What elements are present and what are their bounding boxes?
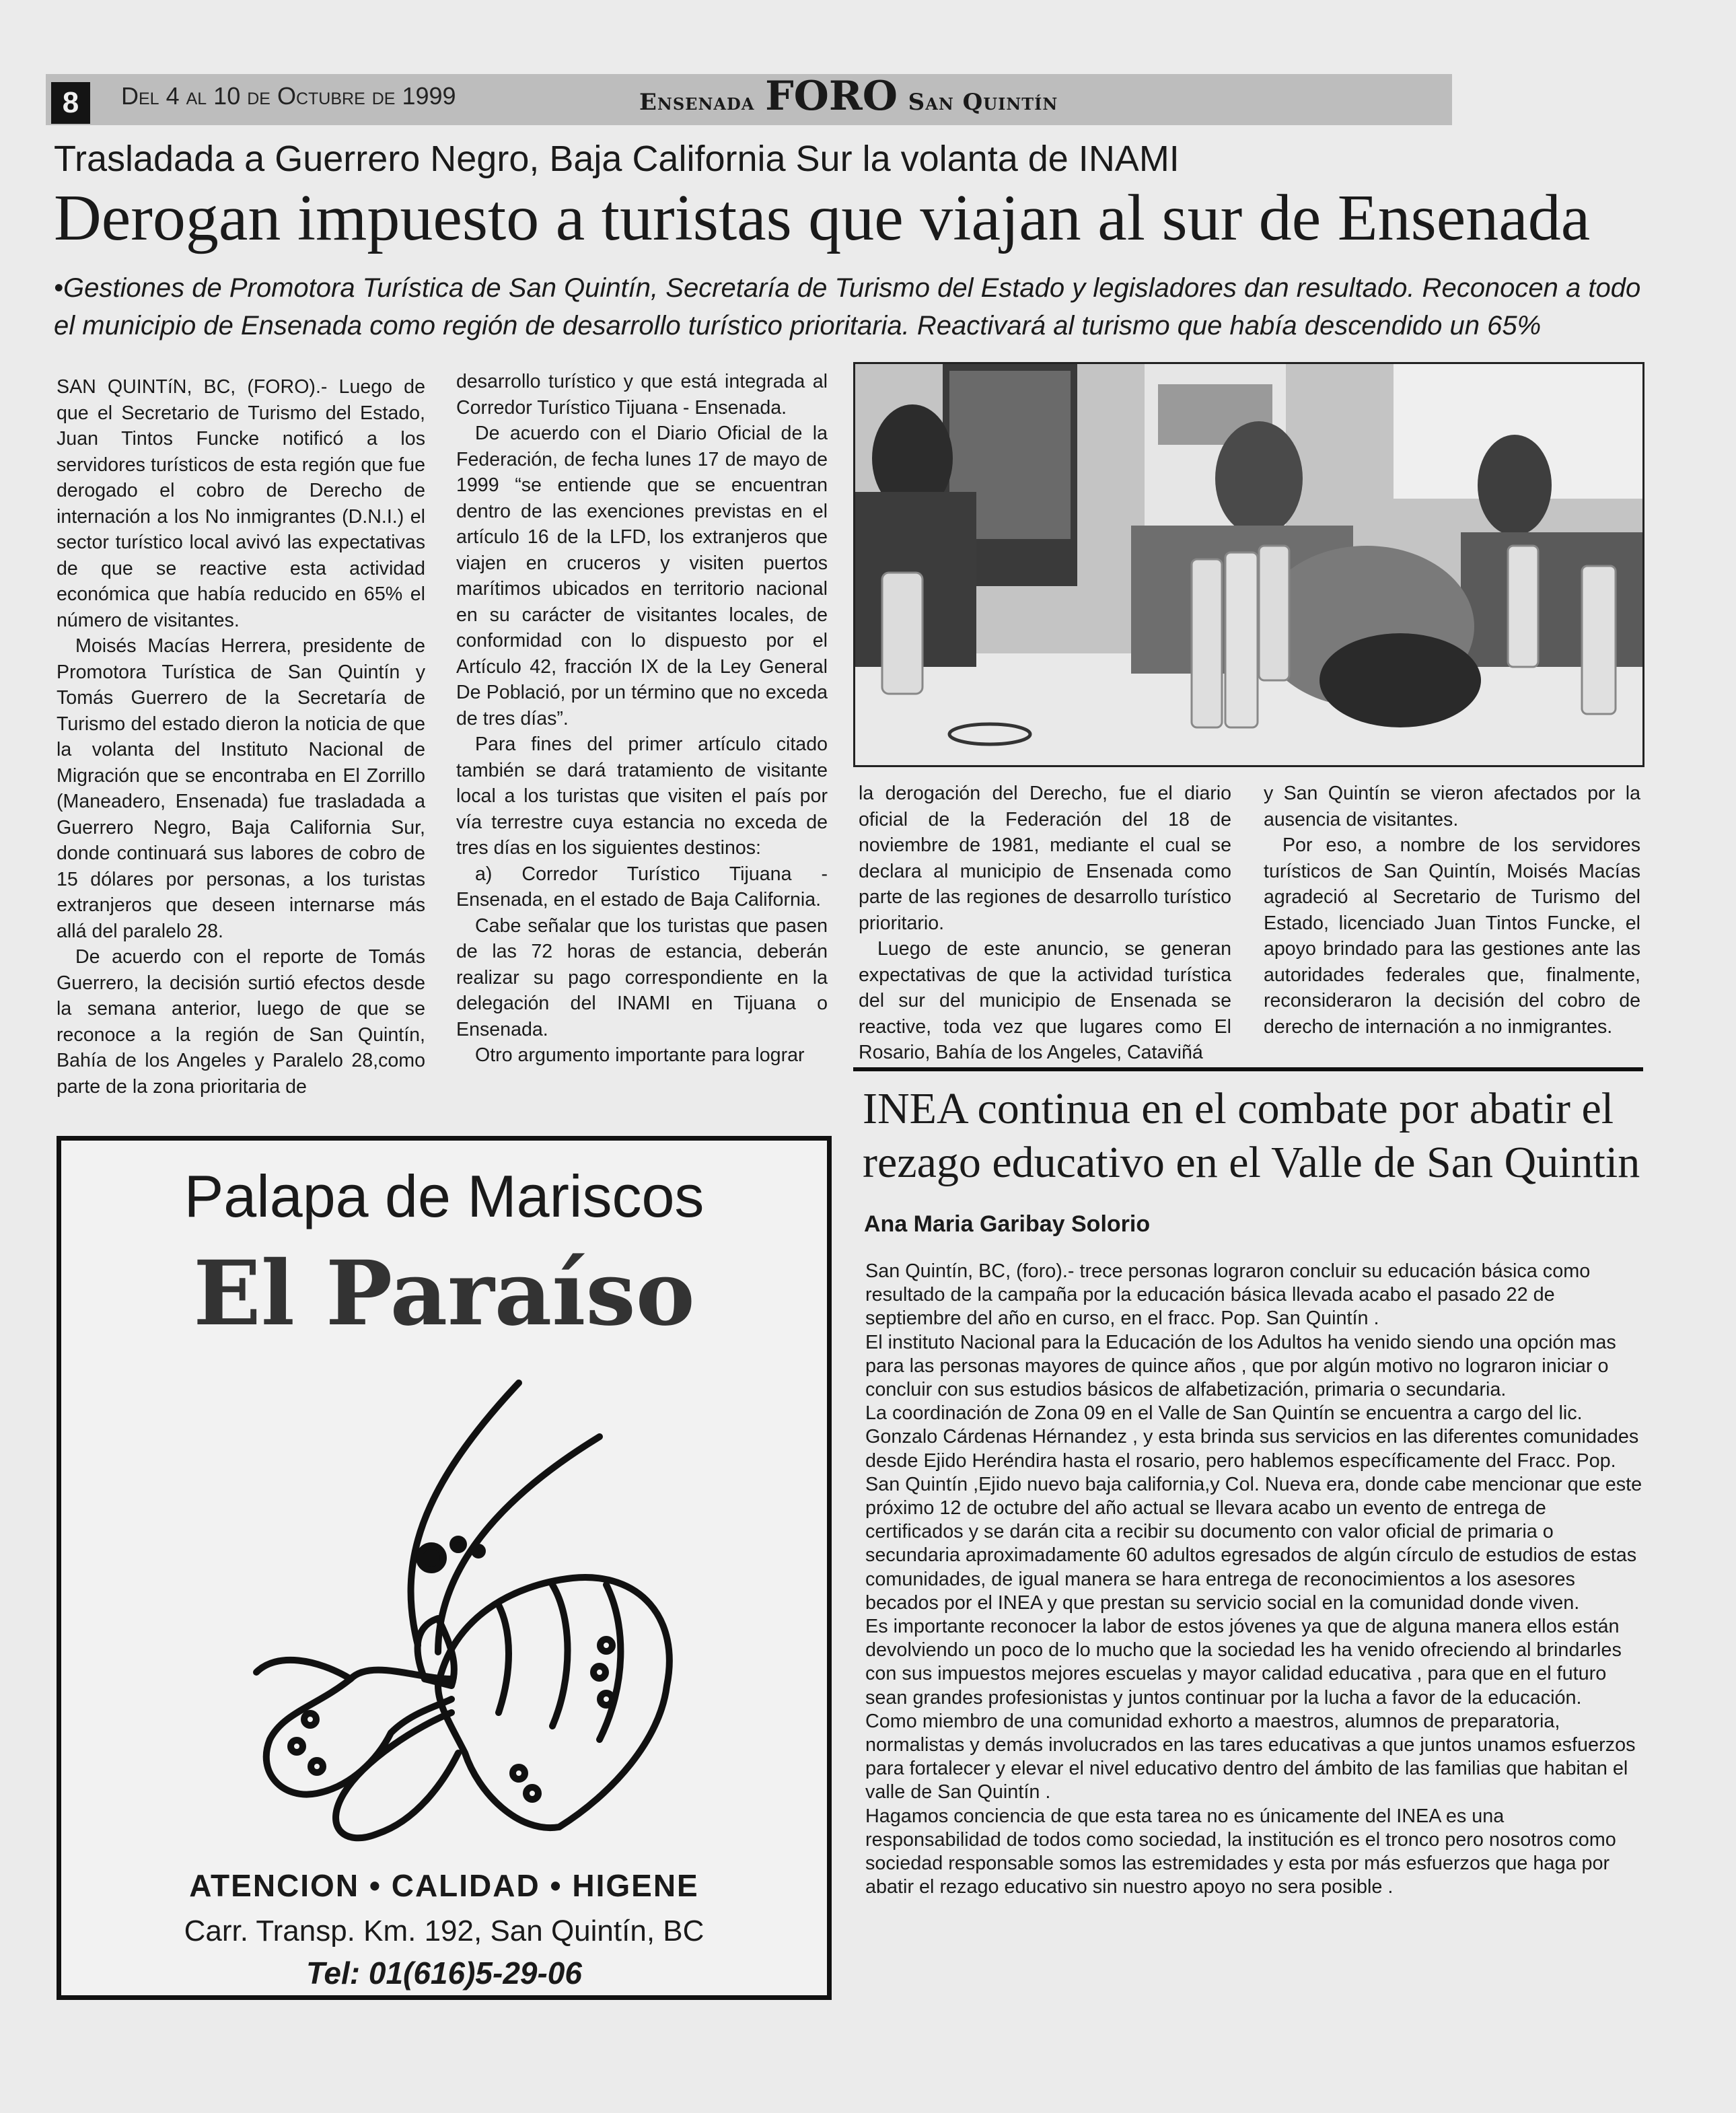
ad-restaurant-name: El Paraíso bbox=[193, 1242, 695, 1346]
inea-headline: INEA continua en el combate por abatir el rezago educativo en el Valle de San Quintin bbox=[863, 1084, 1640, 1187]
issue-date: Del 4 al 10 de Octubre de 1999 bbox=[121, 82, 456, 110]
meeting-photo bbox=[853, 362, 1644, 767]
lead-kicker: Trasladada a Guerrero Negro, Baja California Sur la volanta de INAMI bbox=[54, 139, 1180, 179]
lobster-illustration bbox=[196, 1363, 694, 1847]
paragraph: la derogación del Derecho, fue el diario oficial de la Federación del 18 de noviembre de 1981, mediante el cual se declara al municipio de Ensenada como parte de las regiones de desarrollo turístico prioritario. bbox=[859, 783, 1231, 934]
masthead-right: San Quintín bbox=[908, 89, 1058, 116]
lead-column-1 bbox=[57, 374, 425, 1100]
paragraph: y San Quintín se vieron afectados por la ausencia de visitantes. bbox=[1264, 783, 1640, 830]
masthead-left: Ensenada bbox=[639, 89, 755, 116]
paragraph: La coordinación de Zona 09 en el Valle de San Quintín se encuentra a cargo del lic. Gonzalo Cárdenas Hérnandez , y esta brinda sus servicios en las diferentes comunidades desde Ejido Heréndira hasta el rosario, pero hablemos específicamente del Fracc. Pop. San Quintín ,Ejido nuevo baja california,y Col. Nueva era, donde cabe mencionar que este próximo 12 de octubre del año actual se llevara acabo un evento de entrega de certificados y se darán cita a recibir su documento con valor oficial de primaria o secundaria aproximadamente 60 adultos egresados de algún círculo de estudios de estas comunidades, de igual manera se hara entrega de reconocimientos a los asesores becados por el INEA y que prestan su servicio social en la comunidad donde viven. bbox=[865, 1402, 1642, 1614]
paragraph: Cabe señalar que los turistas que pasen de las 72 horas de estancia, deberán realizar su pago correspondiente en la delegación del INAMI en Tijuana o Ensenada. bbox=[456, 915, 828, 1040]
page-number: 8 bbox=[51, 82, 90, 124]
lead-headline: Derogan impuesto a turistas que viajan al sur de Ensenada bbox=[54, 182, 1591, 254]
lead-column-3 bbox=[859, 781, 1231, 1066]
paragraph: Otro argumento importante para lograr bbox=[475, 1044, 805, 1066]
paragraph: Para fines del primer artículo citado también se dará tratamiento de visitante local a los turistas que visiten el país por vía terrestre cuya estancia no exceda de tres días en los siguientes destinos: bbox=[456, 733, 828, 859]
paragraph: Moisés Macías Herrera, presidente de Promotora Turística de San Quintín y Tomás Guerrero de la Secretaría de Turismo del estado dieron la noticia de que la volanta del Instituto Nacional de Migración que se encontraba en El Zorrillo (Maneadero, Ensenada) fue trasladada a Guerrero Negro, Baja California Sur, donde continuará sus labores de cobro de 15 dólares por personas, a los turistas extranjeros que deseen internarse más allá del paralelo 28. bbox=[57, 635, 425, 942]
paragraph: Luego de este anuncio, se generan expectativas de que la actividad turística del sur del municipio de Ensenada se reactive, toda vez que lugares como El Rosario, Bahía de los Angeles, Cataviñá bbox=[859, 938, 1231, 1063]
photo-illustration bbox=[855, 364, 1642, 765]
paragraph: De acuerdo con el reporte de Tomás Guerrero, la decisión surtió efectos desde la semana anterior, luego de que se reconoce a la región de San Quintín, Bahía de los Angeles y Paralelo 28,como parte de la zona prioritaria de bbox=[57, 946, 425, 1098]
lead-column-2 bbox=[456, 369, 828, 1069]
inea-byline: Ana Maria Garibay Solorio bbox=[864, 1211, 1151, 1237]
paragraph: San Quintín, BC, (foro).- trece personas lograron concluir su educación básica como resultado de la campaña por la educación básica llevada acabo el pasado 22 de septiembre del año en curso, en el fracc. Pop. San Quintín . bbox=[865, 1260, 1591, 1330]
paragraph: Hagamos conciencia de que esta tarea no es únicamente del INEA es una responsabilidad de todos como sociedad, la institución es el tronco pero nosotros como sociedad responsable somos las estremidades y esta por más esfuerzos que haga por abatir el rezago educativo sin nuestro apoyo no sera posible . bbox=[865, 1805, 1616, 1898]
inea-article bbox=[865, 1260, 1642, 1899]
paragraph: SAN QUINTíN, BC, (FORO).- Luego de que el Secretario de Turismo del Estado, Juan Tintos Funcke notificó a los servidores turísticos de esta región que fue derogado el cobro de Derecho de internación a los No inmigrantes (D.N.I.) el sector turístico local avivó las expectativas de que se reactive esta actividad económica que había reducido en 65% el número de visitantes. bbox=[57, 376, 425, 631]
ad-phone: Tel: 01(616)5-29-06 bbox=[306, 1956, 582, 1991]
paragraph: El instituto Nacional para la Educación de los Adultos ha venido siendo una opción mas para las personas mayores de quince años , que por algún motivo no lograron iniciar o concluir con sus estudios básicos de alfabetización, primaria o secundaria. bbox=[865, 1331, 1616, 1401]
paragraph: De acuerdo con el Diario Oficial de la Federación, de fecha lunes 17 de mayo de 1999 “se entiende que se encuentran dentro de las exenciones previstas en el artículo 16 de la LFD, los extranjeros que viajen en cruceros y visiten puertos marítimos ubicados en territorio nacional en su carácter de visitantes locales, de conformidad con lo dispuesto por el Artículo 42, fracción IX de la Ley General De Població, por un término que no exceda de tres días”. bbox=[456, 423, 828, 729]
seafood-advertisement bbox=[57, 1136, 832, 2000]
paragraph: Como miembro de una comunidad exhorto a maestros, alumnos de preparatoria, normalistas y demás involucrados en las tares educativas a que juntos unamos esfuerzos para fortalecer y elevar el nivel educativo dentro del ámbito de las familias que habitan el valle de San Quintín . bbox=[865, 1710, 1636, 1803]
paragraph: Por eso, a nombre de los servidores turísticos de San Quintín, Moisés Macías agradeció al Secretario de Turismo del Estado, licenciado Juan Tintos Funcke, el apoyo brindado para las gestiones ante las autoridades federales que, finalmente, reconsideraron la decisión del cobro de derecho de internación a no inmigrantes. bbox=[1264, 834, 1640, 1038]
ad-tagline: ATENCION • CALIDAD • HIGENE bbox=[189, 1868, 699, 1903]
paragraph: Es importante reconocer la labor de estos jóvenes ya que de alguna manera ellos están devolviendo un poco de lo mucho que la sociedad les ha venido ofreciendo al brindarles con sus impuestos mejores escuelas y mayor calidad educativa , para que en el futuro sean grandes profesionistas y juntos continuar por la lucha a favor de la educación. bbox=[865, 1616, 1622, 1709]
lead-deck: •Gestiones de Promotora Turística de San Quintín, Secretaría de Turismo del Estado y legisladores dan resultado. Reconocen a todo el municipio de Ensenada como región de desarrollo turístico prioritaria. Reactivará al turismo que había descendido un 65% bbox=[54, 273, 1641, 341]
ad-title: Palapa de Mariscos bbox=[184, 1163, 704, 1229]
masthead bbox=[639, 73, 1058, 120]
lead-column-4 bbox=[1264, 781, 1640, 1040]
paragraph: a) Corredor Turístico Tijuana - Ensenada, en el estado de Baja California. bbox=[456, 863, 828, 910]
masthead-center: FORO bbox=[765, 73, 898, 120]
section-rule bbox=[853, 1067, 1643, 1071]
paragraph: desarrollo turístico y que está integrada al Corredor Turístico Tijuana - Ensenada. bbox=[456, 371, 828, 419]
ad-address: Carr. Transp. Km. 192, San Quintín, BC bbox=[184, 1914, 704, 1947]
